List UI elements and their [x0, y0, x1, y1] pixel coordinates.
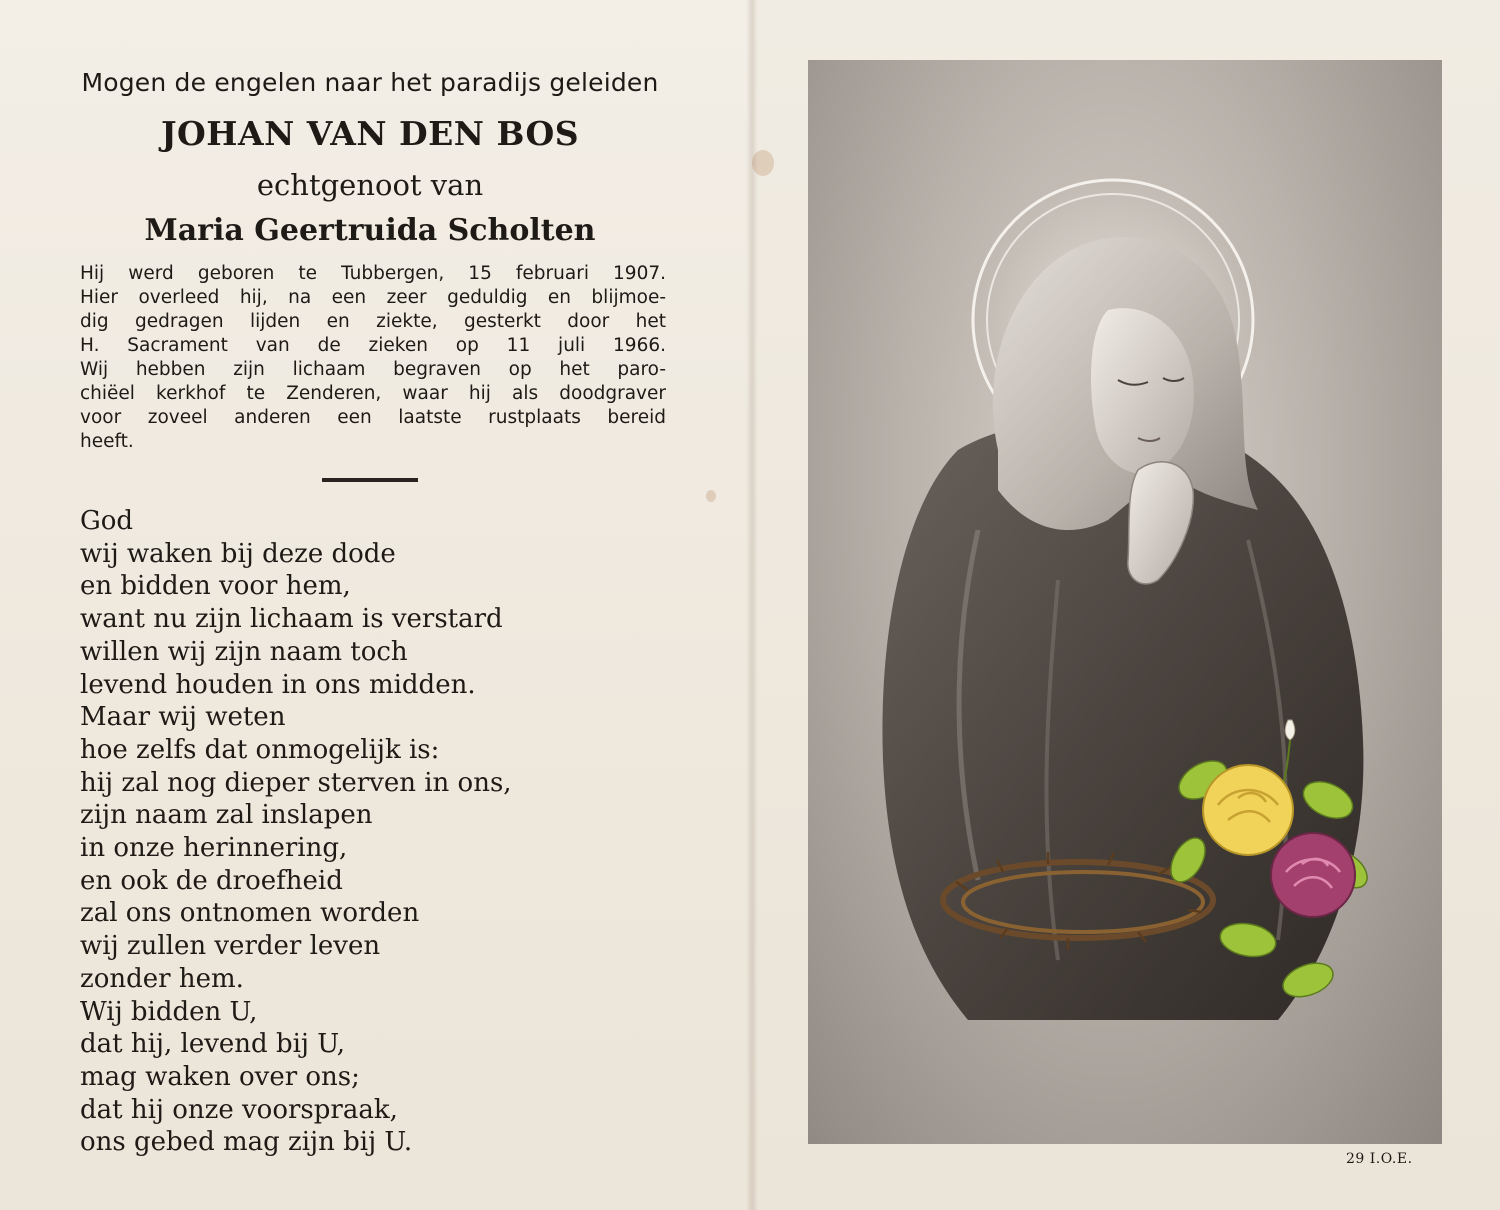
poem-line: want nu zijn lichaam is verstard [80, 604, 503, 635]
poem-line: Maar wij weten [80, 702, 286, 733]
deceased-name: JOHAN VAN DEN BOS [160, 114, 580, 153]
praying-madonna-illustration [808, 60, 1442, 1144]
printer-code: 29 I.O.E. [1346, 1151, 1413, 1167]
poem-line: hij zal nog dieper sterven in ons, [80, 767, 512, 798]
poem-line: wij waken bij deze dode [80, 538, 396, 569]
poem-line: wij zullen verder leven [80, 931, 381, 962]
poem-line: God [80, 506, 134, 536]
biography-line: chiëel kerkhof te Zenderen, waar hij als doodgraver [80, 383, 666, 404]
biography-line: H. Sacrament van de zieken op 11 juli 1966. [80, 335, 666, 356]
poem-line: zonder hem. [80, 963, 244, 994]
paper-stain [752, 150, 774, 176]
biography-line: Wij hebben zijn lichaam begraven op het paro- [80, 359, 666, 380]
poem-line: hoe zelfs dat onmogelijk is: [80, 734, 440, 765]
spouse-name: Maria Geertruida Scholten [144, 213, 596, 248]
card-fold [746, 0, 758, 1210]
biography-line: heeft. [80, 431, 134, 452]
yellow-rose-icon [1203, 765, 1293, 855]
biography-line: Hij werd geboren te Tubbergen, 15 februari 1907. [80, 263, 666, 284]
paper-stain [706, 490, 716, 502]
poem-line: levend houden in ons midden. [80, 669, 476, 700]
biography [80, 262, 666, 454]
biography-line: Hier overleed hij, na een zeer geduldig en blijmoe- [80, 287, 666, 308]
poem-line: en bidden voor hem, [80, 571, 351, 602]
biography-line: voor zoveel anderen een laatste rustplaats bereid [80, 407, 666, 428]
rose-bud-icon [1285, 720, 1295, 740]
spouse-intro: echtgenoot van [256, 168, 484, 202]
pink-rose-icon [1271, 833, 1355, 917]
prayer-poem [80, 505, 680, 1159]
poem-line: dat hij onze voorspraak, [80, 1094, 398, 1125]
section-divider [322, 478, 418, 482]
poem-line: mag waken over ons; [80, 1061, 360, 1092]
poem-line: willen wij zijn naam toch [80, 636, 408, 667]
poem-line: zijn naam zal inslapen [80, 800, 373, 831]
biography-line: dig gedragen lijden en ziekte, gesterkt door het [80, 311, 666, 332]
poem-line: en ook de droefheid [80, 865, 343, 896]
poem-line: ons gebed mag zijn bij U. [80, 1127, 413, 1158]
poem-line: dat hij, levend bij U, [80, 1029, 346, 1060]
card-motto: Mogen de engelen naar het paradijs geleiden [81, 68, 659, 97]
devotional-picture [808, 60, 1442, 1144]
poem-line: zal ons ontnomen worden [80, 898, 420, 929]
poem-line: in onze herinnering, [80, 833, 348, 864]
poem-line: Wij bidden U, [80, 996, 258, 1027]
